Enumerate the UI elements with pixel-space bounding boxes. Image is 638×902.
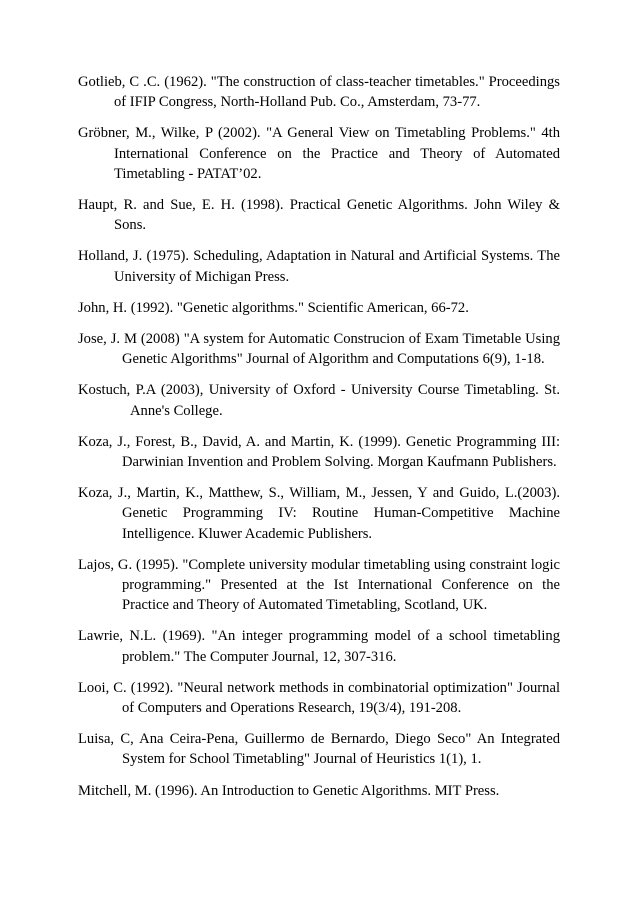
- reference-mitchell-1996: Mitchell, M. (1996). An Introduction to Genetic Algorithms. MIT Press.: [78, 782, 500, 799]
- reference-koza-2003: Koza, J., Martin, K., Matthew, S., William, M., Jessen, Y and Guido, L.(2003). Genetic Programming IV: Routine Human-Competitive Machine Intelligence. Kluwer Academic Publishers.: [78, 485, 560, 542]
- reference-jose-2008: Jose, J. M (2008) "A system for Automatic Construcion of Exam Timetable Using Genetic Algorithms" Journal of Algorithm and Computations 6(9), 1-18.: [78, 331, 560, 368]
- reference-koza-1999: Koza, J., Forest, B., David, A. and Martin, K. (1999). Genetic Programming III: Darwinian Invention and Problem Solving. Morgan Kaufmann Publishers.: [78, 433, 560, 471]
- reference-lajos-1995: Lajos, G. (1995). "Complete university modular timetabling using constraint logic programming." Presented at the Ist International Conference on the Practice and Theory of Automated Timetabling, Scotland, UK.: [78, 556, 560, 614]
- reference-luisa: Luisa, C, Ana Ceira-Pena, Guillermo de Bernardo, Diego Seco" An Integrated System for School Timetabling" Journal of Heuristics 1(1), 1.: [78, 731, 560, 768]
- reference-haupt-1998: Haupt, R. and Sue, E. H. (1998). Practical Genetic Algorithms. John Wiley & Sons.: [78, 197, 560, 234]
- reference-kostuch-2003: Kostuch, P.A (2003), University of Oxford - University Course Timetabling. St. Anne's College.: [78, 382, 560, 419]
- reference-looi-1992: Looi, C. (1992). "Neural network methods in combinatorial optimization" Journal of Computers and Operations Research, 19(3/4), 191-208.: [78, 679, 560, 717]
- reference-grobner-2002: Gröbner, M., Wilke, P (2002). "A General View on Timetabling Problems." 4th International Conference on the Practice and Theory of Automated Timetabling - PATAT’02.: [78, 125, 560, 182]
- reference-lawrie-1969: Lawrie, N.L. (1969). "An integer programming model of a school timetabling problem." The Computer Journal, 12, 307-316.: [78, 628, 560, 665]
- reference-list: [78, 72, 560, 812]
- reference-gotlieb-1962: Gotlieb, C .C. (1962). "The construction of class-teacher timetables." Proceedings of IFIP Congress, North-Holland Pub. Co., Amsterdam, 73-77.: [78, 74, 560, 111]
- reference-john-1992: John, H. (1992). "Genetic algorithms." Scientific American, 66-72.: [78, 299, 469, 316]
- reference-holland-1975: Holland, J. (1975). Scheduling, Adaptation in Natural and Artificial Systems. The University of Michigan Press.: [78, 248, 560, 285]
